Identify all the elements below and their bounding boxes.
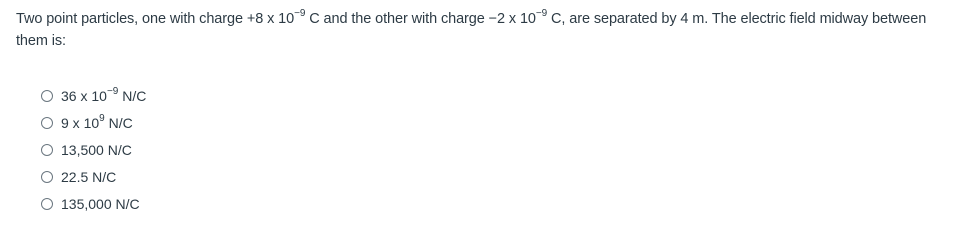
answer-option[interactable] — [41, 163, 146, 190]
radio-button[interactable] — [41, 90, 53, 102]
answer-unit: N/C — [118, 87, 147, 104]
radio-button[interactable] — [41, 144, 53, 156]
answer-label — [61, 85, 147, 104]
radio-button[interactable] — [41, 198, 53, 210]
radio-button[interactable] — [41, 171, 53, 183]
radio-button[interactable] — [41, 117, 53, 129]
answer-base: 22.5 N/C — [61, 168, 117, 185]
question-exponent-2: −9 — [535, 8, 548, 20]
question-part-2: C and the other with charge −2 x 10 — [305, 11, 536, 27]
answer-label — [61, 142, 132, 158]
answer-base: 9 x 10 — [61, 114, 100, 131]
question-exponent-1: −9 — [294, 8, 306, 20]
answer-exponent: −9 — [106, 85, 119, 97]
answer-options — [41, 82, 146, 217]
answer-option[interactable] — [41, 136, 146, 163]
question-text — [16, 8, 951, 52]
answer-base: 13,500 N/C — [61, 141, 132, 158]
answer-label — [61, 112, 133, 131]
answer-exponent: 9 — [99, 112, 105, 124]
answer-label — [61, 169, 116, 185]
answer-base: 135,000 N/C — [61, 195, 140, 212]
answer-option[interactable] — [41, 190, 146, 217]
answer-label — [61, 196, 140, 212]
answer-unit: N/C — [104, 114, 133, 131]
answer-base: 36 x 10 — [61, 87, 107, 104]
question-part-3: C, are separated by 4 m. The electric field midway between them is: — [16, 11, 927, 49]
answer-option[interactable] — [41, 109, 146, 136]
answer-option[interactable] — [41, 82, 146, 109]
question-part-1: Two point particles, one with charge +8 x 10 — [16, 11, 295, 27]
